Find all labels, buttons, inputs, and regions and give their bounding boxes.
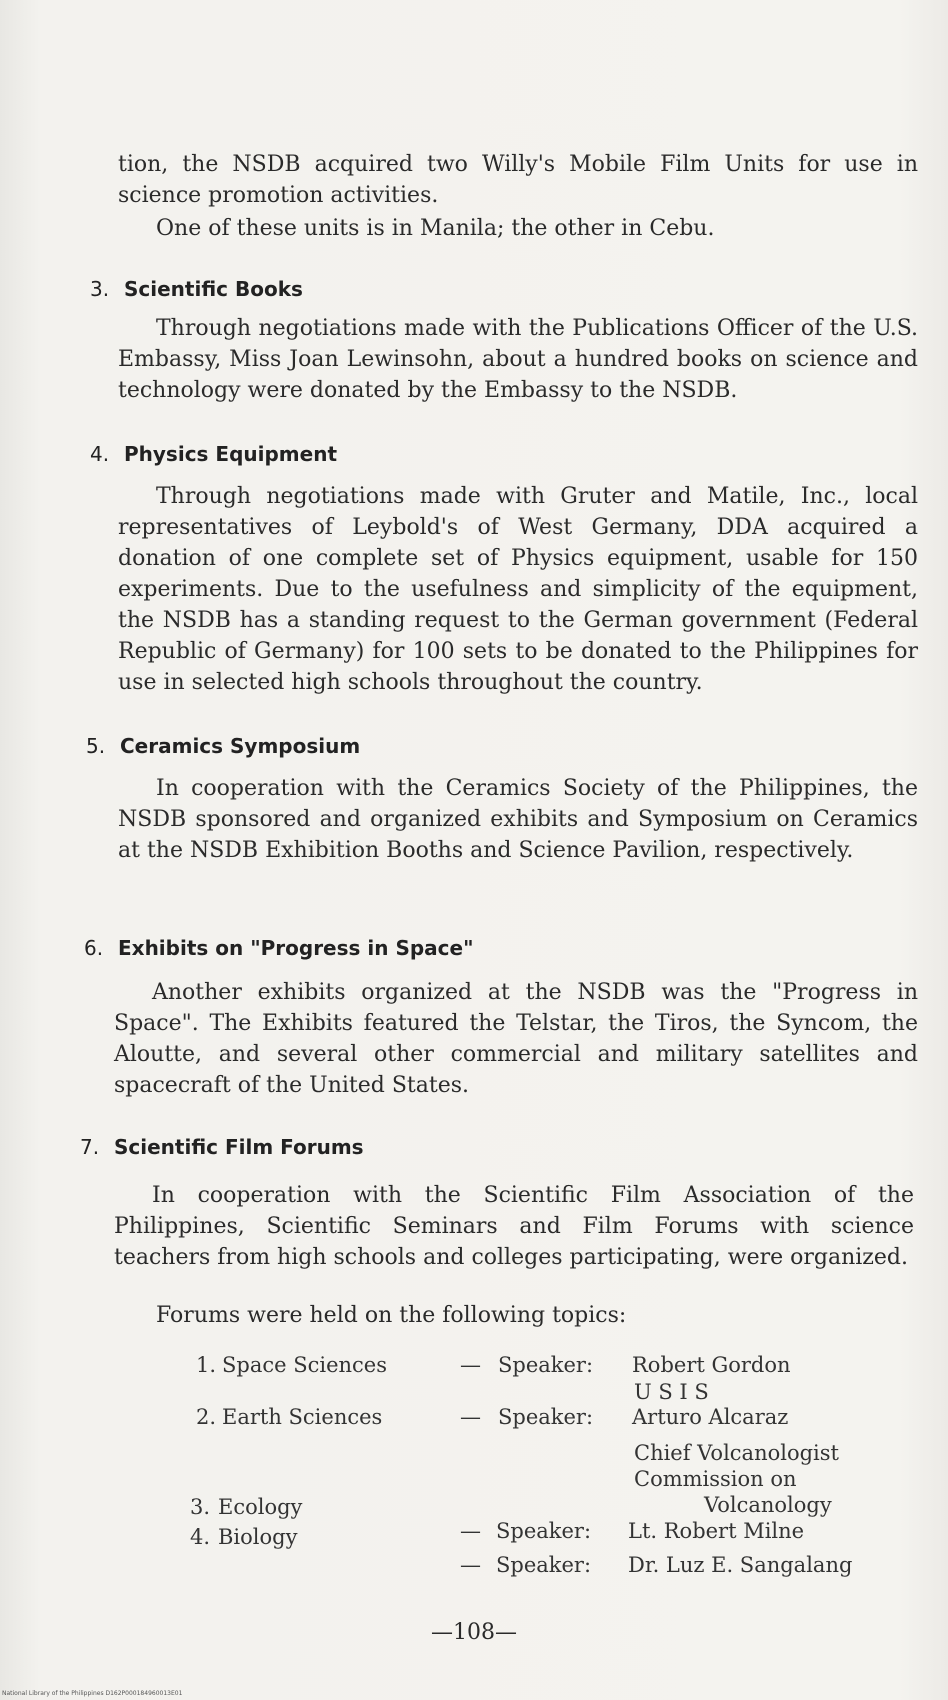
topic-number: 3. [190,1495,211,1519]
section-text-progress-in-space [114,977,918,1101]
speaker-label: Speaker: [496,1553,592,1577]
section-title: Physics Equipment [124,442,338,466]
speaker-affiliation: Commission on [634,1467,797,1491]
speaker-name: Arturo Alcaraz [632,1405,789,1429]
section-heading-progress-in-space [84,935,474,961]
speaker-affiliation: U S I S [634,1380,709,1404]
topic-dash: — [460,1405,481,1429]
section-heading-physics-equipment [90,441,337,467]
section-title: Scientific Film Forums [114,1135,364,1159]
section-text-physics-equipment [118,481,918,698]
topic-name: Biology [218,1525,298,1549]
intro-paragraph-2 [118,213,918,244]
section-number: 3. [90,277,110,301]
topic-name: Space Sciences [222,1353,387,1377]
section-text: Another exhibits organized at the NSDB was the "Progress in Space". The Exhibits featured the Telstar, the Tiros, the Syncom, the Aloutte, and several other commercial and military satellites and spacecraft of the United States. [114,980,918,1098]
speaker-name: Lt. Robert Milne [628,1519,805,1543]
topic-number: 1. [196,1353,217,1377]
section-text-scientific-film-forums [114,1180,914,1273]
section-title: Exhibits on "Progress in Space" [118,936,474,960]
section-text-2: Forums were held on the following topics: [156,1303,627,1328]
section-text-scientific-books [118,313,918,406]
section-number: 5. [86,734,106,758]
speaker-title: Chief Volcanologist [634,1441,839,1465]
speaker-label: Speaker: [498,1353,594,1377]
section-text: Through negotiations made with the Publications Officer of the U.S. Embassy, Miss Joan Lewinsohn, about a hundred books on science and technology were donated by the Embassy to the NSDB. [118,316,918,403]
topic-row-biology [0,1524,948,1550]
section-text-ceramics-symposium [118,773,918,866]
topic-name: Ecology [218,1495,303,1519]
section-heading-scientific-film-forums [80,1134,364,1160]
speaker-name: Robert Gordon [632,1353,791,1377]
topic-dash: — [460,1353,481,1377]
section-title: Scientific Books [124,277,303,301]
section-text: In cooperation with the Scientific Film Association of the Philippines, Scientific Seminars and Film Forums with science teachers from high schools and colleges participating, were organized. [114,1183,914,1270]
section-text: Through negotiations made with Gruter and Matile, Inc., local representatives of Leybold's of West Germany, DDA acquired a donation of one complete set of Physics equipment, usable for 150 experiments. Due to the usefulness and simplicity of the equipment, the NSDB has a standing request to the German government (Federal Republic of Germany) for 100 sets to be donated to the Philippines for use in selected high schools throughout the country. [118,484,918,695]
speaker-label: Speaker: [496,1519,592,1543]
section-title: Ceramics Symposium [120,734,361,758]
section-heading-scientific-books [90,276,303,302]
topic-number: 4. [190,1525,211,1549]
section-number: 7. [80,1135,100,1159]
speaker-label: Speaker: [498,1405,594,1429]
section-number: 6. [84,936,104,960]
section-text-forums-topics [118,1300,918,1331]
topic-dash: — [460,1519,481,1543]
scan-footer: National Library of the Philippines D162P000184960013E01 [2,1690,183,1697]
section-text: In cooperation with the Ceramics Society of the Philippines, the NSDB sponsored and organized exhibits and Symposium on Ceramics at the NSDB Exhibition Booths and Science Pavilion, respectively. [118,776,918,863]
topic-name: Earth Sciences [222,1405,383,1429]
topic-row-biology-speaker [0,1552,948,1578]
section-number: 4. [90,442,110,466]
topic-dash: — [460,1553,481,1577]
intro-paragraph-2-text: One of these units is in Manila; the other in Cebu. [156,216,715,241]
speaker-name: Dr. Luz E. Sangalang [628,1553,853,1577]
intro-paragraph-1: tion, the NSDB acquired two Willy's Mobile Film Units for use in science promotion activities. [118,152,918,208]
page-number: —108— [431,1620,517,1645]
topic-number: 2. [196,1405,217,1429]
topic-row-ecology [0,1494,948,1520]
speaker-affiliation-cont: Volcanology [704,1493,832,1517]
topic-row-space-sciences [0,1352,948,1378]
section-heading-ceramics-symposium [86,733,360,759]
topic-row-earth-sciences [0,1404,948,1430]
